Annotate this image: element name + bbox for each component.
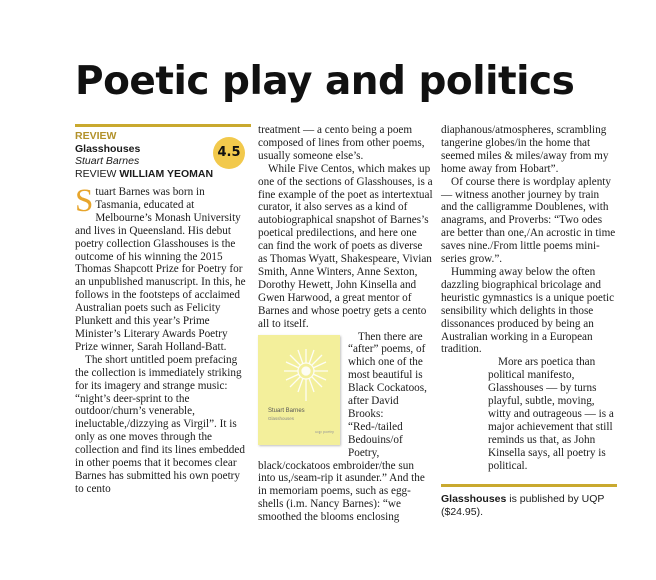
paragraph: More ars poetica than political manifesto, Glasshouses — by turns playful, subtle, moving, witty and outrageous — is a major achievement that still reminds us that, as John Kinsella says, all poetry is political. [488, 356, 614, 472]
paragraph [75, 183, 251, 354]
credit-book-title: Glasshouses [441, 493, 507, 506]
book-title: Glasshouses [75, 142, 141, 155]
paragraph: While Five Centos, which makes up one of the sections of Glasshouses, is a fine example of the poet as intertextual curator, it also serves as a kind of autobiographical snapshot of Barnes’s poetical predilections, and here one can find the work of poets as diverse as Thomas Wyatt, Shakespeare, Vivian Smith, Anne Winters, Anne Sexton, Dorothy Hewett, John Kinsella and Gwen Harwood, a great mentor of Barnes and whose poetry gets a cento all to itself. [258, 162, 433, 330]
star-rating-badge: 4.5 [213, 137, 245, 169]
paragraph: diaphanous/atmospheres, scrambling tangerine globes/in the home that seemed miles & miles/away from my home away from Hobart”. [441, 124, 609, 175]
drop-cap: S [75, 183, 94, 219]
book-author: Stuart Barnes [75, 155, 140, 167]
cover-publisher: uqp poetry [315, 428, 334, 434]
paragraph: Then there are “after” poems, of which one of the most beautiful is Black Cockatoos, after David Brooks: “Red-/tailed Bedouins/of Poetry, black/cockatoos embroider/the sun into us,/seam-rip it asunder.” And the in memoriam poems, such as egg-shells (i.m. Nancy Barnes): “we smoothed the blooms enclosing [258, 330, 427, 524]
book-cover-image [258, 335, 340, 445]
paragraph: treatment — a cento being a poem composed of lines from other poems, usually someone else’s. [258, 124, 425, 162]
review-label: REVIEW [75, 130, 117, 142]
credit-text: is published by UQP ($24.95). [441, 493, 605, 518]
reviewer-line [75, 168, 251, 181]
article-column-1 [75, 124, 251, 496]
cover-title: Glasshouses [268, 415, 295, 421]
publication-credit [441, 484, 617, 518]
paragraph: The short untitled poem prefacing the collection is immediately striking for its imagery and strange music: “night’s deer-sprint to the outdoor/churn’s venerable, ineluctable,/dizzying as Virgil”. It is only as one moves through the collection and find its lines embedded in other poems that it becomes clear Barnes has submitted his own poetry to cento [75, 353, 245, 495]
article-headline: Poetic play and politics [75, 59, 575, 104]
paragraph-text: tuart Barnes was born in Tasmania, educated at Melbourne’s Monash University and lives in Queensland. His debut poetry collection Glasshouses is the outcome of his winning the 2015 Thomas Shapcott Prize for Poetry for an unpublished manuscript. In this, he follows in the footsteps of acclaimed Australian poets such as Felicity Plunkett and this year’s Prime Minister’s Literary Awards Poetry Prize winner, Sarah Holland-Batt. [75, 186, 246, 353]
paragraph: Humming away below the often dazzling biographical bricolage and heuristic gymnastics is a unique poetic sensibility which delights in those dissonances produced by being an Australian working in a European tradition. [441, 265, 615, 356]
reviewer-prefix: REVIEW [75, 167, 120, 180]
paragraph: Of course there is wordplay aplenty — witness another journey by train and the calligramme Doublenes, with anagrams, and Proverbs: “Two odes are better than one,/An acrostic in time saves nine./From little poems mini-series grow.”. [441, 175, 616, 266]
review-info-box [75, 124, 251, 186]
article-column-3 [441, 124, 617, 518]
cover-author: Stuart Barnes [268, 407, 305, 414]
reviewer-name: WILLIAM YEOMAN [119, 167, 214, 180]
article-column-2 [258, 124, 434, 524]
